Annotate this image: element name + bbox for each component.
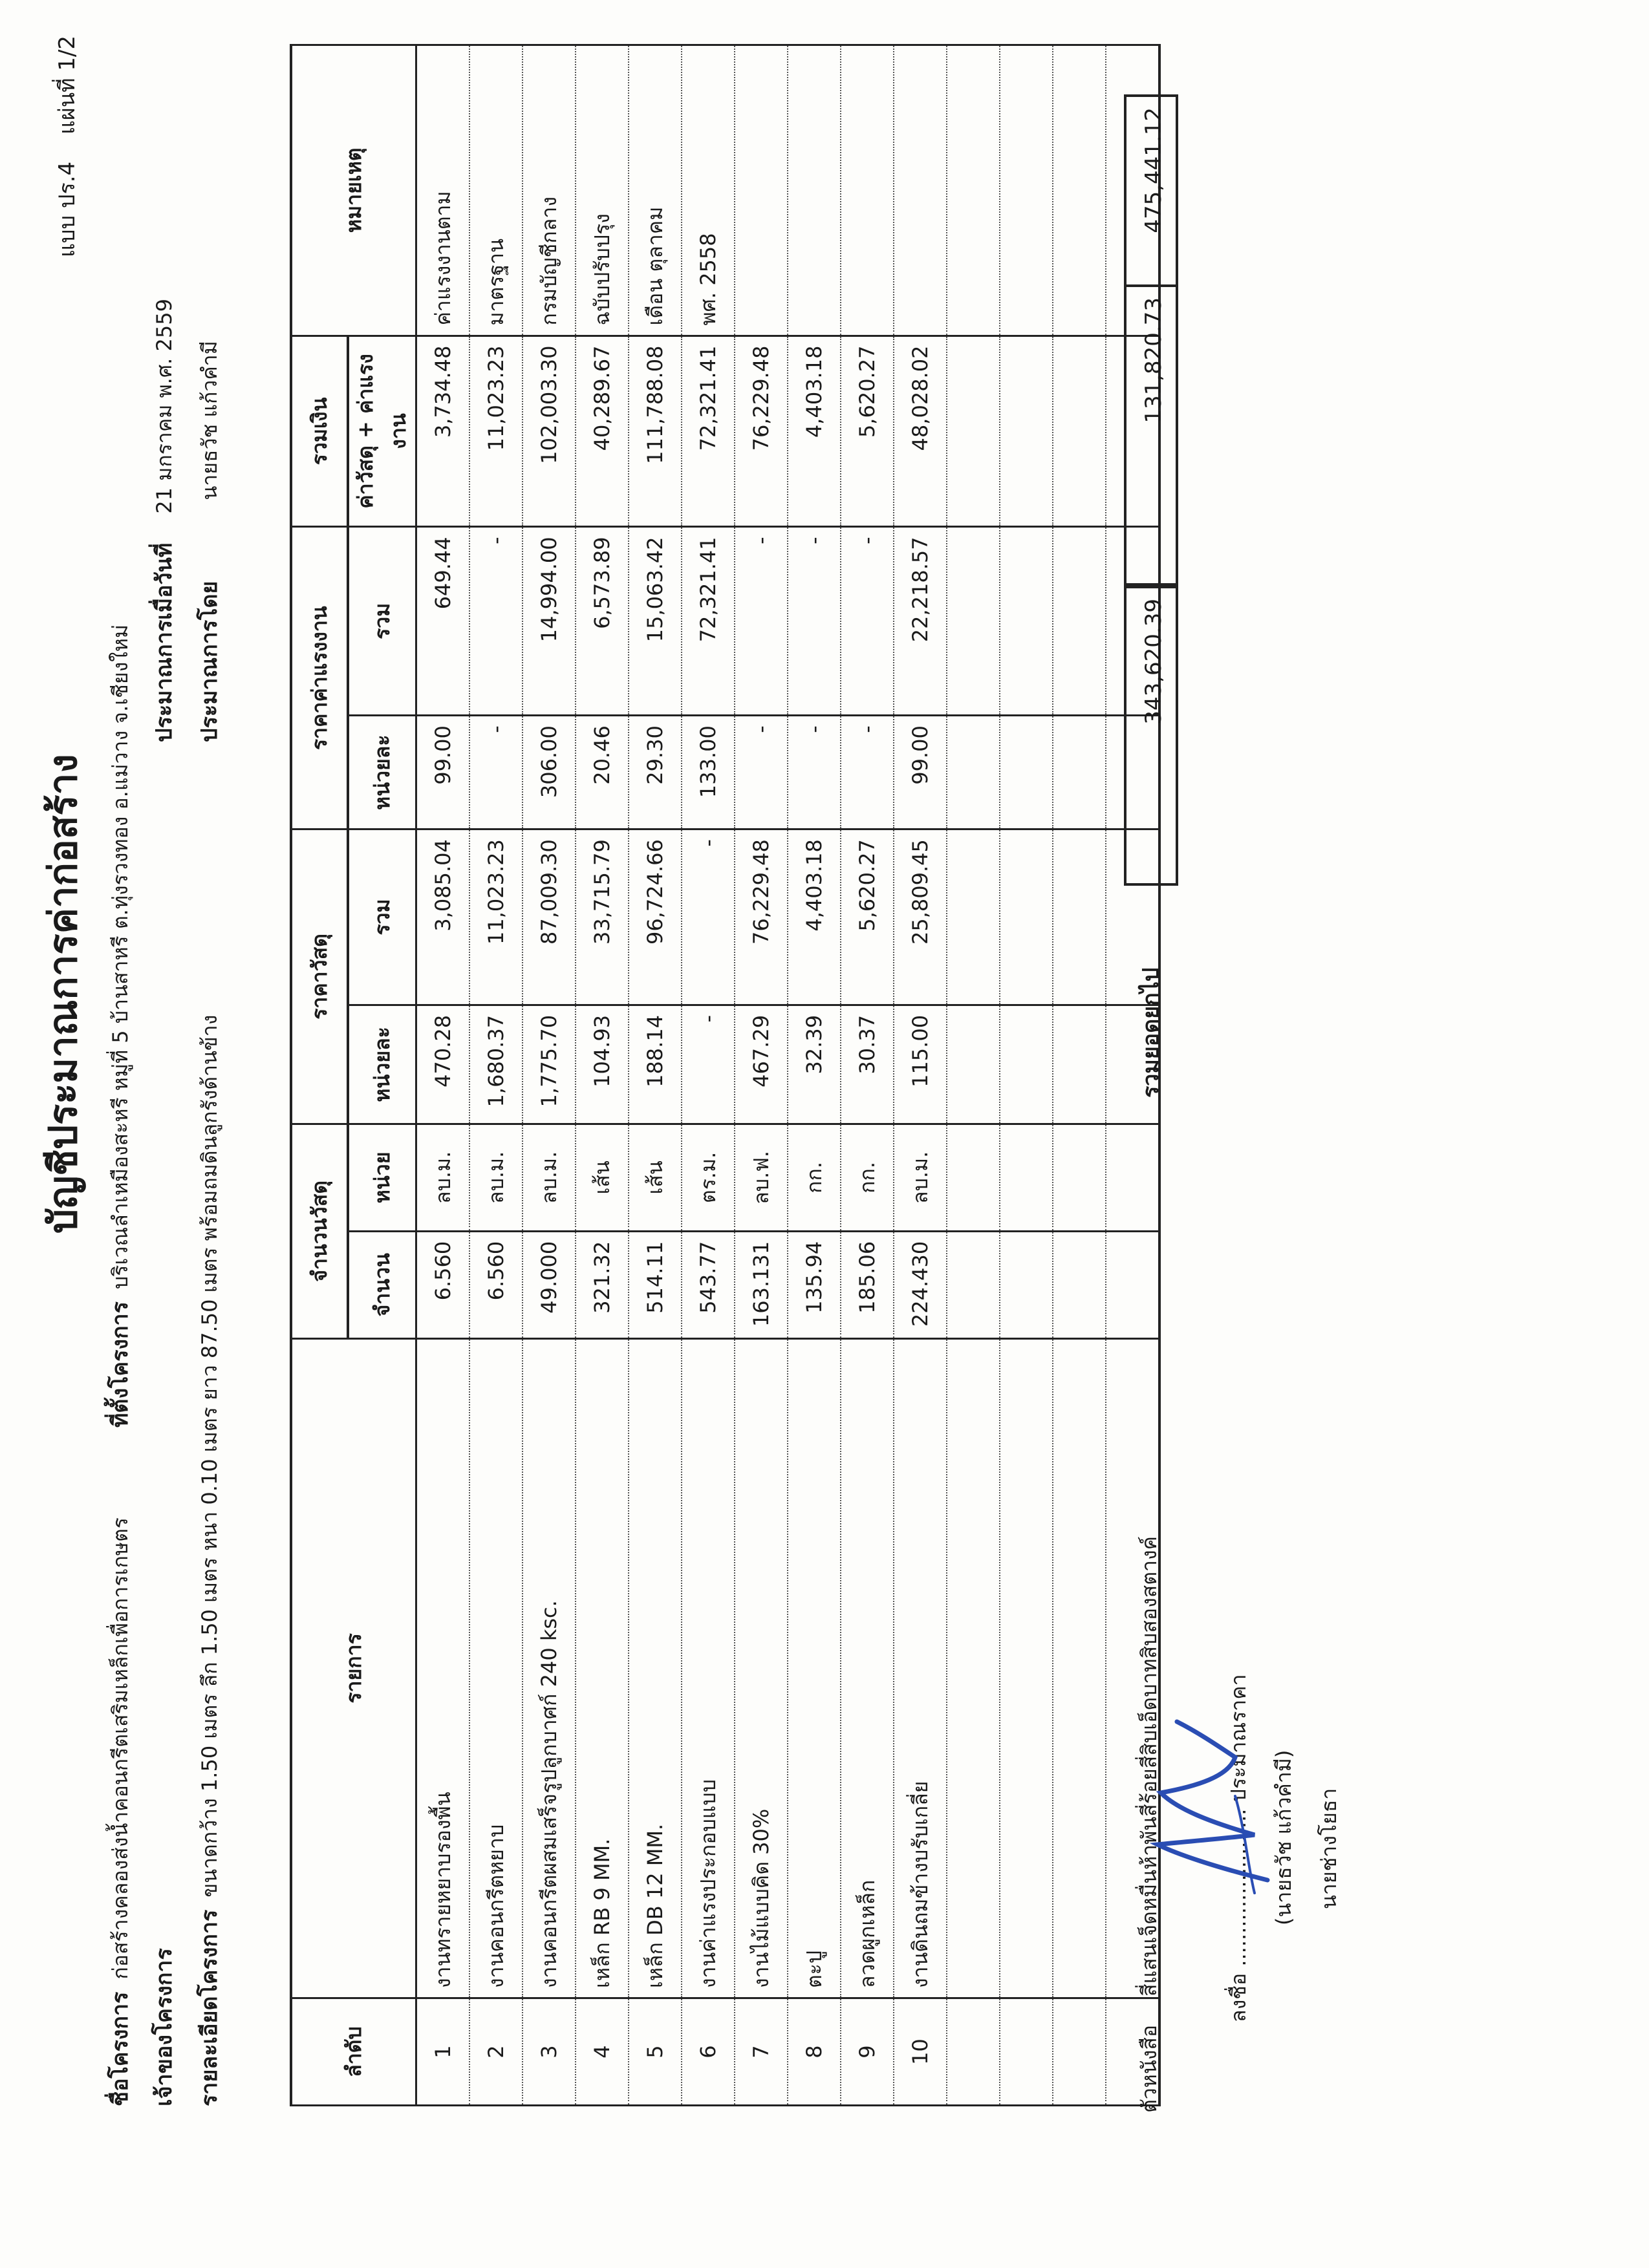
cell-qty: 6.560 — [469, 1231, 523, 1338]
table-row — [416, 45, 470, 2106]
cell-no — [947, 1998, 1000, 2106]
cell-mat-unit-price: 188.14 — [629, 1005, 682, 1124]
cell-lab-unit-price: 99.00 — [416, 716, 470, 829]
table-row — [894, 45, 947, 2106]
signer-title: นายช่างโยธา — [1317, 1788, 1341, 1909]
table-body — [416, 45, 1160, 2106]
page-title: บัญชีประมาณการค่าก่อสร้าง — [41, 754, 86, 1234]
cell-lab-total: - — [735, 527, 788, 716]
project-owner-label: เจ้าของโครงการ — [151, 1948, 177, 2106]
cell-item: เหล็ก RB 9 MM. — [576, 1338, 629, 1998]
cell-lab-unit-price: 133.00 — [682, 716, 735, 829]
project-detail: ขนาดกว้าง 1.50 เมตร ลึก 1.50 เมตร หนา 0.10 เมตร ยาว 87.50 เมตร พร้อมถมดินลูกรังด้านข้าง — [197, 1014, 222, 1898]
cell-no: 7 — [735, 1998, 788, 2106]
cell-no — [1000, 1998, 1053, 2106]
cell-remark — [788, 45, 841, 336]
project-detail-row — [191, 1015, 226, 2106]
cell-mat-unit-price — [1053, 1005, 1106, 1124]
cell-qty: 514.11 — [629, 1231, 682, 1338]
cell-remark: พศ. 2558 — [682, 45, 735, 336]
estimate-date: 21 มกราคม พ.ศ. 2559 — [152, 299, 177, 514]
cell-mat-unit-price — [947, 1005, 1000, 1124]
project-location-row — [102, 625, 137, 1428]
estimator-row — [191, 341, 226, 742]
cell-qty: 224.430 — [894, 1231, 947, 1338]
cell-lab-total: 649.44 — [416, 527, 470, 716]
cell-mat-unit-price: 32.39 — [788, 1005, 841, 1124]
cell-lab-total: 72,321.41 — [682, 527, 735, 716]
estimator-name: นายธวัช แก้วคำมี — [197, 341, 222, 500]
cell-mat-total: 5,620.27 — [841, 829, 894, 1005]
cell-unit: เส้น — [576, 1124, 629, 1231]
cell-lab-unit-price: - — [841, 716, 894, 829]
cell-item: งานค่าแรงประกอบแบบ — [682, 1338, 735, 1998]
cell-mat-total: 87,009.30 — [523, 829, 576, 1005]
table-row — [735, 45, 788, 2106]
cell-sum: 3,734.48 — [416, 336, 470, 527]
cell-lab-total: - — [841, 527, 894, 716]
table-row — [523, 45, 576, 2106]
cell-remark: มาตรฐาน — [469, 45, 523, 336]
cell-sum — [947, 336, 1000, 527]
grand-total: 475,441.12 — [1124, 94, 1178, 287]
cell-mat-unit-price: 1,775.70 — [523, 1005, 576, 1124]
cell-unit — [1053, 1124, 1106, 1231]
cell-lab-total: 14,994.00 — [523, 527, 576, 716]
cell-sum: 111,788.08 — [629, 336, 682, 527]
header-labor-price: ราคาค่าแรงงาน — [291, 527, 348, 829]
cell-sum: 4,403.18 — [788, 336, 841, 527]
signature-scribble — [1138, 1712, 1287, 1906]
estimator-label: ประมาณการโดย — [197, 581, 222, 742]
cell-item: งานคอนกรีตผสมเสร็จรูปลูกบาศก์ 240 ksc. — [523, 1338, 576, 1998]
cell-no: 10 — [894, 1998, 947, 2106]
cell-sum: 40,289.67 — [576, 336, 629, 527]
estimate-table — [290, 44, 1161, 2106]
cell-mat-total: 76,229.48 — [735, 829, 788, 1005]
project-owner-row — [146, 1948, 181, 2106]
cell-lab-unit-price: 306.00 — [523, 716, 576, 829]
table-row — [788, 45, 841, 2106]
cell-qty: 543.77 — [682, 1231, 735, 1338]
cell-no: 5 — [629, 1998, 682, 2106]
header-item: รายการ — [291, 1338, 416, 1998]
cell-lab-total: - — [788, 527, 841, 716]
header-remark: หมายเหตุ — [291, 45, 416, 336]
project-location: บริเวณลำเหมืองสะหรี หมู่ที่ 5 บ้านสาหรี ต.ทุ่งรวงทอง อ.แม่วาง จ.เชียงใหม่ — [108, 624, 133, 1289]
sign-label: ลงชื่อ — [1226, 1973, 1251, 2022]
cell-qty — [947, 1231, 1000, 1338]
project-name-label: ชื่อโครงการ — [107, 1991, 133, 2106]
cell-mat-unit-price: 467.29 — [735, 1005, 788, 1124]
cell-lab-total: 6,573.89 — [576, 527, 629, 716]
cell-lab-unit-price: - — [735, 716, 788, 829]
cell-mat-unit-price — [1000, 1005, 1053, 1124]
table-row — [947, 45, 1000, 2106]
cell-remark: ค่าแรงงานตาม — [416, 45, 470, 336]
sign-dots: ........................ — [1226, 1808, 1251, 1967]
cell-sum: 11,023.23 — [469, 336, 523, 527]
table-row — [1000, 45, 1053, 2106]
cell-mat-unit-price: 470.28 — [416, 1005, 470, 1124]
cell-sum: 102,003.30 — [523, 336, 576, 527]
cell-qty — [1000, 1231, 1053, 1338]
cell-item: ลวดผูกเหล็ก — [841, 1338, 894, 1998]
header-material-price: ราคาวัสดุ — [291, 829, 348, 1124]
cell-qty: 135.94 — [788, 1231, 841, 1338]
cell-no: 8 — [788, 1998, 841, 2106]
cell-sum — [1053, 336, 1106, 527]
cell-lab-total — [1053, 527, 1106, 716]
carry-forward-label: รวมยอดยกไป — [1138, 967, 1164, 1098]
total-words-label: ตัวหนังสือ — [1137, 2024, 1161, 2113]
cell-lab-unit-price: - — [469, 716, 523, 829]
project-detail-label: รายละเอียดโครงการ — [197, 1909, 222, 2106]
cell-no: 9 — [841, 1998, 894, 2106]
cell-item: งานดินถมข้างบรับเกลี่ย — [894, 1338, 947, 1998]
cell-lab-unit-price: 20.46 — [576, 716, 629, 829]
table-row — [629, 45, 682, 2106]
header-qty: จำนวน — [348, 1231, 416, 1338]
cell-lab-unit-price: 99.00 — [894, 716, 947, 829]
cell-unit: กก. — [841, 1124, 894, 1231]
cell-mat-total: 96,724.66 — [629, 829, 682, 1005]
cell-item — [947, 1338, 1000, 1998]
cell-unit — [1000, 1124, 1053, 1231]
cell-item: งานไม้แบบคิด 30% — [735, 1338, 788, 1998]
cell-mat-total: 11,023.23 — [469, 829, 523, 1005]
cell-lab-total — [947, 527, 1000, 716]
header-mat-total: รวม — [348, 829, 416, 1005]
cell-qty — [1053, 1231, 1106, 1338]
cell-mat-unit-price: 30.37 — [841, 1005, 894, 1124]
cell-item: เหล็ก DB 12 MM. — [629, 1338, 682, 1998]
table-row — [576, 45, 629, 2106]
project-name: ก่อสร้างคลองส่งน้ำคอนกรีตเสริมเหล็กเพื่อการเกษตร — [108, 1517, 133, 1980]
header-material-qty: จำนวนวัสดุ — [291, 1124, 348, 1338]
header-mat-unit-price: หน่วยละ — [348, 1005, 416, 1124]
signer-name: (นายธวัช แก้วคำมี) — [1271, 1749, 1296, 1925]
cell-unit: ตร.ม. — [682, 1124, 735, 1231]
cell-lab-total: - — [469, 527, 523, 716]
page-number: แผ่นที่ 1/2 — [54, 35, 80, 134]
header-no: ลำดับ — [291, 1998, 416, 2106]
cell-lab-total — [1000, 527, 1053, 716]
estimate-date-row — [146, 299, 181, 742]
project-location-label: ที่ตั้งโครงการ — [107, 1301, 133, 1428]
cell-no: 3 — [523, 1998, 576, 2106]
header-sum-sub: ค่าวัสดุ + ค่าแรงงาน — [348, 336, 416, 527]
form-code: แบบ ปร.4 — [54, 161, 80, 257]
total-words: สี่แสนเจ็ดหมื่นห้าพันสี่ร้อยสี่สิบเอ็ดบาทสิบสองสตางค์ — [1137, 1535, 1161, 1996]
cell-unit: ลบ.ม. — [469, 1124, 523, 1231]
cell-mat-total — [947, 829, 1000, 1005]
cell-qty: 163.131 — [735, 1231, 788, 1338]
cell-unit: กก. — [788, 1124, 841, 1231]
cell-item: งานคอนกรีตหยาบ — [469, 1338, 523, 1998]
cell-sum: 5,620.27 — [841, 336, 894, 527]
cell-lab-unit-price: - — [788, 716, 841, 829]
cell-mat-total — [1053, 829, 1106, 1005]
material-grand-total: 343,620.39 — [1124, 586, 1178, 886]
cell-remark — [1053, 45, 1106, 336]
cell-remark: เดือน ตุลาคม — [629, 45, 682, 336]
cell-sum: 72,321.41 — [682, 336, 735, 527]
cell-no: 2 — [469, 1998, 523, 2106]
cell-unit — [947, 1124, 1000, 1231]
cell-mat-total — [1000, 829, 1053, 1005]
cell-unit: ลบ.ฟ. — [735, 1124, 788, 1231]
table-row — [682, 45, 735, 2106]
table-row — [841, 45, 894, 2106]
cell-qty: 321.32 — [576, 1231, 629, 1338]
header-lab-unit-price: หน่วยละ — [348, 716, 416, 829]
cell-mat-total: 4,403.18 — [788, 829, 841, 1005]
table-row — [1053, 45, 1106, 2106]
cell-remark — [735, 45, 788, 336]
cell-no: 6 — [682, 1998, 735, 2106]
cell-lab-unit-price — [1000, 716, 1053, 829]
cell-qty: 185.06 — [841, 1231, 894, 1338]
cell-remark — [947, 45, 1000, 336]
header-lab-total: รวม — [348, 527, 416, 716]
cell-mat-unit-price: 1,680.37 — [469, 1005, 523, 1124]
cell-lab-unit-price — [947, 716, 1000, 829]
table-row — [469, 45, 523, 2106]
cell-remark — [841, 45, 894, 336]
cell-sum: 48,028.02 — [894, 336, 947, 527]
cell-mat-unit-price: 115.00 — [894, 1005, 947, 1124]
cell-mat-total: - — [682, 829, 735, 1005]
cell-no: 4 — [576, 1998, 629, 2106]
header-unit: หน่วย — [348, 1124, 416, 1231]
cell-lab-unit-price — [1053, 716, 1106, 829]
cell-mat-unit-price: - — [682, 1005, 735, 1124]
sign-role: ประมาณราคา — [1226, 1674, 1251, 1803]
cell-mat-total: 25,809.45 — [894, 829, 947, 1005]
cell-remark — [894, 45, 947, 336]
cell-qty: 6.560 — [416, 1231, 470, 1338]
cell-no: 1 — [416, 1998, 470, 2106]
project-name-row — [102, 1517, 137, 2106]
cell-lab-total: 22,218.57 — [894, 527, 947, 716]
estimate-date-label: ประมาณการเมื่อวันที่ — [151, 542, 177, 742]
header-sum: รวมเงิน — [291, 336, 348, 527]
cell-unit: ลบ.ม. — [894, 1124, 947, 1231]
labor-grand-total: 131,820.73 — [1124, 284, 1178, 586]
cell-item: งานทรายหยาบรองพื้น — [416, 1338, 470, 1998]
cell-item — [1053, 1338, 1106, 1998]
cell-remark: ฉบับปรับปรุง — [576, 45, 629, 336]
cell-unit: ลบ.ม. — [416, 1124, 470, 1231]
cell-remark: กรมบัญชีกลาง — [523, 45, 576, 336]
cell-lab-total: 15,063.42 — [629, 527, 682, 716]
cell-qty: 49.000 — [523, 1231, 576, 1338]
cell-no — [1053, 1998, 1106, 2106]
cell-mat-unit-price: 104.93 — [576, 1005, 629, 1124]
cell-sum: 76,229.48 — [735, 336, 788, 527]
cell-mat-total: 33,715.79 — [576, 829, 629, 1005]
cell-mat-total: 3,085.04 — [416, 829, 470, 1005]
cell-unit: ลบ.ม. — [523, 1124, 576, 1231]
cell-remark — [1000, 45, 1053, 336]
cell-item — [1000, 1338, 1053, 1998]
cell-unit: เส้น — [629, 1124, 682, 1231]
cell-sum — [1000, 336, 1053, 527]
cell-item: ตะปู — [788, 1338, 841, 1998]
cell-lab-unit-price: 29.30 — [629, 716, 682, 829]
